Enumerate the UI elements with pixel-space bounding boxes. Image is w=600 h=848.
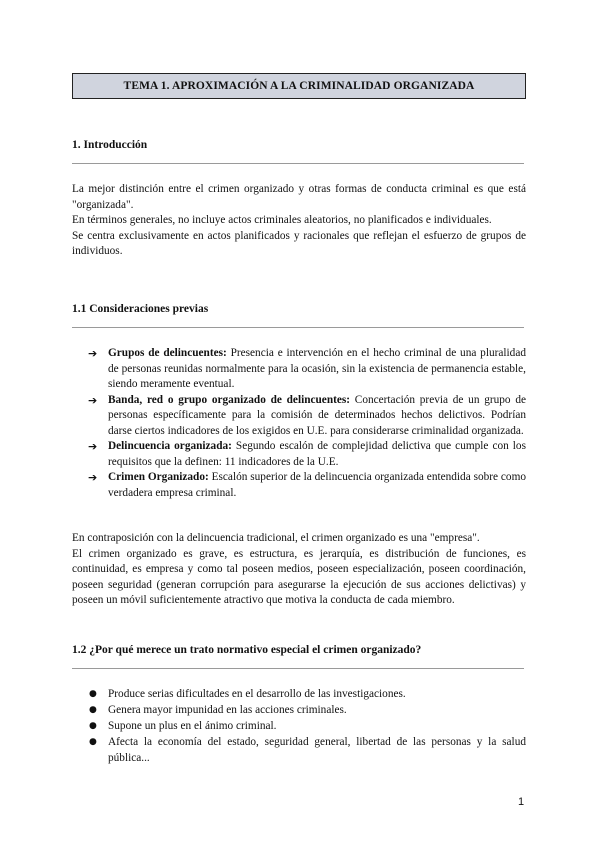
list-item-term: Grupos de delincuentes:: [108, 347, 227, 359]
list-item-text: Concertación previa de un grupo de personas específicamente para la comisión de determinados hechos delictivos. Podrían darse ciertos indicadores de los exigidos en U.E. para considerarse criminalidad organizada.: [108, 393, 526, 437]
trato-list: [72, 686, 526, 766]
list-item-term: Delincuencia organizada:: [108, 440, 232, 452]
list-item-text: Genera mayor impunidad en las acciones criminales.: [108, 704, 347, 716]
list-item-term: Crimen Organizado:: [108, 471, 209, 483]
list-item: [72, 346, 526, 393]
list-item-text: Produce serias dificultades en el desarrollo de las investigaciones.: [108, 688, 406, 700]
list-item: [72, 439, 526, 470]
right-arrow-icon: ➔: [88, 347, 98, 360]
paragraph: En términos generales, no incluye actos criminales aleatorios, no planificados e individuales.: [72, 214, 492, 226]
section-divider: [72, 668, 524, 669]
bullet-icon: ●: [89, 705, 97, 715]
document-title: TEMA 1. APROXIMACIÓN A LA CRIMINALIDAD ORGANIZADA: [72, 73, 526, 99]
consideraciones-list: [72, 346, 526, 501]
paragraph: El crimen organizado es grave, es estructura, es jerarquía, es distribución de funciones, es continuidad, es empresa y como tal poseen medios, poseen especialización, poseen coordinación, poseen seguridad (generan corrupción para asegurarse la ejecución de sus acciones delictivas) y poseen un móvil suficientemente atractivo que motiva la conducta de cada miembro.: [72, 547, 526, 606]
list-item: [72, 393, 526, 440]
page-number: 1: [518, 796, 525, 808]
list-item-text: Segundo escalón de complejidad delictiva que cumple con los requisitos que la definen: 11 indicadores de la U.E.: [108, 440, 526, 468]
list-item: [72, 686, 526, 702]
paragraph: En contraposición con la delincuencia tradicional, el crimen organizado es una "empresa".: [72, 532, 480, 544]
paragraph: La mejor distinción entre el crimen organizado y otras formas de conducta criminal es que está "organizada".: [72, 183, 526, 211]
consideraciones-paragraphs: [72, 531, 526, 609]
right-arrow-icon: ➔: [88, 440, 98, 453]
section-divider: [72, 163, 524, 164]
list-item-text: Afecta la economía del estado, seguridad general, libertad de las personas y la salud pública...: [108, 736, 526, 764]
section-heading-trato-normativo: 1.2 ¿Por qué merece un trato normativo especial el crimen organizado?: [72, 644, 422, 656]
list-item-term: Banda, red o grupo organizado de delincuentes:: [108, 393, 351, 406]
right-arrow-icon: ➔: [88, 471, 98, 484]
bullet-icon: ●: [89, 689, 97, 699]
list-item: [72, 470, 526, 501]
section-divider: [72, 327, 524, 328]
section-heading-introduccion: 1. Introducción: [72, 139, 148, 151]
list-item-text: Presencia e intervención en el hecho criminal de una pluralidad de personas reunidas normalmente para la ocasión, sin la existencia de permanencia estable, siendo meramente eventual.: [108, 347, 526, 390]
paragraph: Se centra exclusivamente en actos planificados y racionales que reflejan el esfuerzo de grupos de individuos.: [72, 229, 526, 257]
list-item: [72, 718, 526, 734]
list-item-text: Escalón superior de la delincuencia organizada entendida sobre como verdadera empresa criminal.: [108, 471, 527, 499]
list-item: [72, 734, 526, 766]
bullet-icon: ●: [89, 737, 97, 747]
list-item-text: Supone un plus en el ánimo criminal.: [108, 720, 277, 732]
section-heading-consideraciones: 1.1 Consideraciones previas: [72, 303, 209, 315]
right-arrow-icon: ➔: [88, 393, 98, 407]
list-item: [72, 702, 526, 718]
bullet-icon: ●: [89, 721, 97, 731]
intro-paragraphs: [72, 182, 526, 260]
